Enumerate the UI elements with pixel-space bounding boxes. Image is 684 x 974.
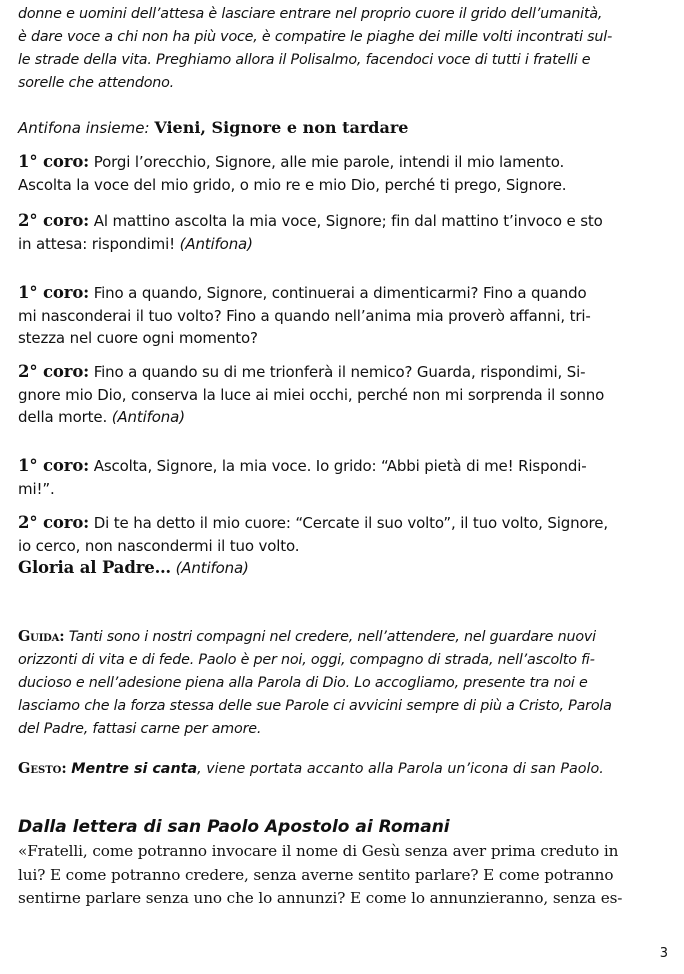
stanza-line: Ascolta, Signore, la mia voce. Io grido: “Abbi pietà di me! Rispondi- — [93, 457, 587, 475]
antiphon-reference: (Antifona) — [175, 559, 249, 577]
stanza-line: Di te ha detto il mio cuore: “Cercate il suo volto”, il tuo volto, Signore, — [93, 514, 608, 532]
stanza-line: Ascolta la voce del mio grido, o mio re e mio Dio, perché ti prego, Signore. — [18, 175, 567, 194]
stanza-line: mi!”. — [18, 479, 55, 498]
stanza-line: della morte. — [18, 408, 108, 426]
stanza-line: Fino a quando, Signore, continuerai a dimenticarmi? Fino a quando — [93, 284, 587, 302]
choir-label: 1° coro: — [18, 283, 90, 302]
psalm-stanza — [18, 282, 668, 350]
guida-paragraph — [18, 625, 668, 741]
antiphon-reference: (Antifona) — [179, 234, 253, 253]
choir-label: 1° coro: — [18, 456, 90, 475]
guida-line: del Padre, fattasi carne per amore. — [18, 721, 262, 737]
gloria-label: Gloria al Padre… — [18, 558, 171, 577]
stanza-line: stezza nel cuore ogni momento? — [18, 329, 258, 347]
antiphon-text: Vieni, Signore e non tardare — [154, 118, 409, 137]
psalm-stanza — [18, 210, 668, 255]
gesto-emphasis: Mentre si canta — [71, 761, 198, 777]
intro-line: donne e uomini dell’attesa è lasciare entrare nel proprio cuore il grido dell’umanità, — [18, 6, 603, 22]
guida-line: lasciamo che la forza stessa delle sue Parole ci avvicini sempre di più a Cristo, Parola — [18, 698, 612, 714]
intro-paragraph — [18, 3, 668, 95]
reading-line: sentirne parlare senza uno che lo annunzi? E come lo annunzieranno, senza es- — [18, 889, 623, 907]
guida-line: orizzonti di vita e di fede. Paolo è per noi, oggi, compagno di strada, nell’ascolto fi- — [18, 652, 595, 668]
guida-line: Tanti sono i nostri compagni nel credere, nell’attendere, nel guardare nuovi — [68, 629, 596, 645]
gesto-text: , viene portata accanto alla Parola un’icona di san Paolo. — [197, 761, 604, 777]
stanza-line: mi nasconderai il tuo volto? Fino a quando nell’anima mia proverò affanni, tri- — [18, 306, 591, 325]
psalm-stanza — [18, 361, 668, 429]
choir-label: 2° coro: — [18, 513, 90, 532]
stanza-line: Al mattino ascolta la mia voce, Signore; fin dal mattino t’invoco e sto — [93, 212, 603, 230]
gesto-paragraph — [18, 760, 668, 777]
stanza-line: Porgi l’orecchio, Signore, alle mie parole, intendi il mio lamento. — [93, 153, 565, 171]
stanza-line: in attesa: rispondimi! — [18, 234, 175, 253]
intro-line: sorelle che attendono. — [18, 75, 175, 91]
gesto-label: Gesto: — [18, 760, 67, 777]
stanza-line: io cerco, non nascondermi il tuo volto. — [18, 536, 300, 555]
page-number: 3 — [659, 946, 668, 961]
guida-line: ducioso e nell’adesione piena alla Parola di Dio. Lo accogliamo, presente tra noi e — [18, 675, 588, 691]
choir-label: 2° coro: — [18, 211, 90, 230]
choir-label: 2° coro: — [18, 362, 90, 381]
reading-line: lui? E come potranno credere, senza averne sentito parlare? E come potranno — [18, 865, 614, 884]
stanza-line: Fino a quando su di me trionferà il nemico? Guarda, rispondimi, Si- — [93, 363, 586, 381]
reading-text — [18, 840, 668, 911]
guida-label: Guida: — [18, 628, 65, 645]
antiphon-reference: (Antifona) — [111, 408, 185, 426]
intro-line: le strade della vita. Preghiamo allora il Polisalmo, facendoci voce di tutti i fratelli e — [18, 52, 591, 68]
reading-title: Dalla lettera di san Paolo Apostolo ai Romani — [18, 817, 450, 837]
psalm-stanza — [18, 455, 668, 500]
stanza-line: gnore mio Dio, conserva la luce ai miei occhi, perché non mi sorprenda il sonno — [18, 385, 605, 404]
antiphon-label: Antifona insieme: — [18, 119, 150, 137]
intro-line: è dare voce a chi non ha più voce, è compatire le piaghe dei mille volti incontrati sul- — [18, 29, 613, 45]
antiphon-line — [18, 118, 408, 137]
reading-line: «Fratelli, come potranno invocare il nome di Gesù senza aver prima creduto in — [18, 842, 619, 860]
choir-label: 1° coro: — [18, 152, 90, 171]
psalm-stanza — [18, 512, 668, 580]
psalm-stanza — [18, 151, 668, 196]
